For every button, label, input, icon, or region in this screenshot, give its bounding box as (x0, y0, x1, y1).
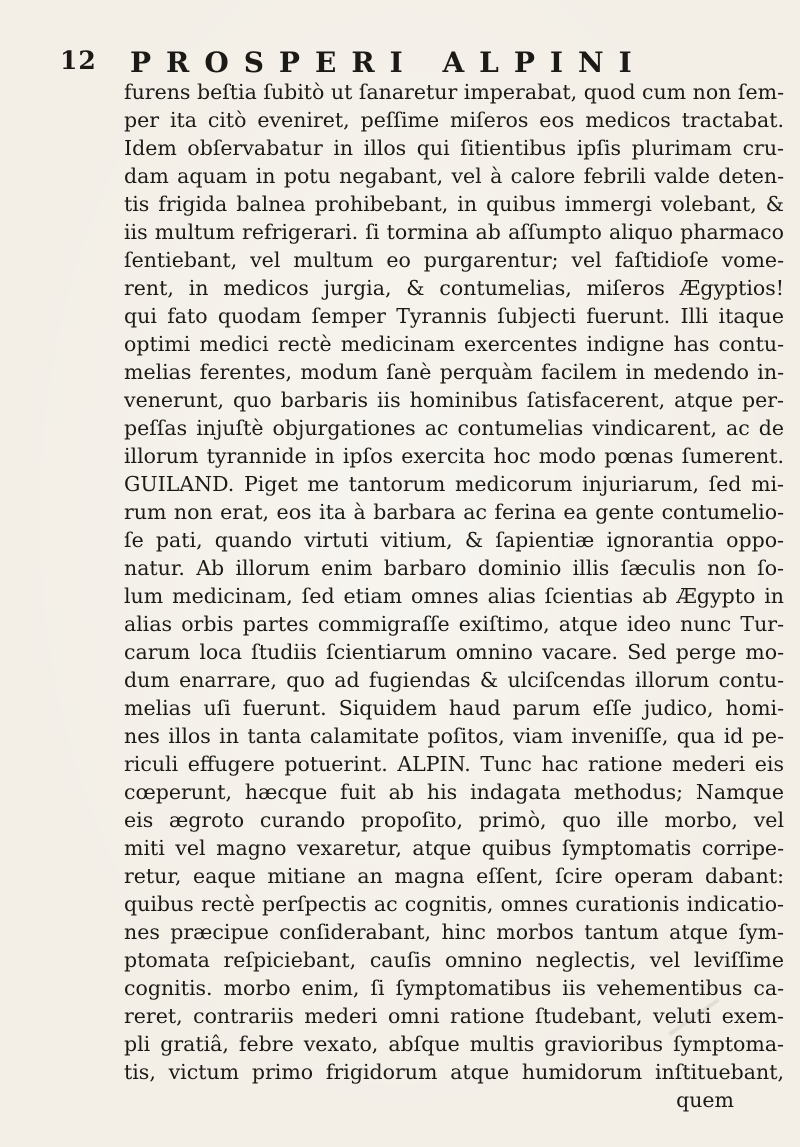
text-line: ptomata reſpiciebant, cauſis omnino neglectis, vel leviſſime (124, 948, 784, 972)
text-line: pli gratiâ, febre vexato, abſque multis gravioribus ſymptoma- (124, 1032, 784, 1056)
text-line: peſſas injuſtè objurgationes ac contumelias vindicarent, ac de (124, 416, 784, 440)
text-line: melias uſi fuerunt. Siquidem haud parum eſſe judico, homi- (124, 696, 784, 720)
text-line: miti vel magno vexaretur, atque quibus ſymptomatis corripe- (124, 836, 784, 860)
text-line: quibus rectè perſpectis ac cognitis, omnes curationis indicatio- (124, 892, 784, 916)
text-line: melias ferentes, modum ſanè perquàm facilem in medendo in- (124, 360, 784, 384)
text-line: iis multum refrigerari. ſi tormina ab aſſumpto aliquo pharmaco (124, 220, 784, 244)
page-number: 12 (60, 46, 97, 75)
text-line: cœperunt, hæcque fuit ab his indagata methodus; Namque (124, 780, 784, 804)
text-line: illorum tyrannide in ipſos exercita hoc modo pœnas ſumerent. (124, 444, 784, 468)
text-line: lum medicinam, ſed etiam omnes alias ſcientias ab Ægypto in (124, 584, 784, 608)
text-line: carum loca ſtudiis ſcientiarum omnino vacare. Sed perge mo- (124, 640, 784, 664)
running-title: PROSPERI ALPINI (130, 46, 647, 79)
text-line: tis frigida balnea prohibebant, in quibus immergi volebant, & (124, 192, 784, 216)
text-line: eis ægroto curando propoſito, primò, quo ille morbo, vel (124, 808, 784, 832)
text-line: riculi effugere potuerint. ALPIN. Tunc hac ratione mederi eis (124, 752, 784, 776)
text-line: cognitis. morbo enim, ſi ſymptomatibus iis vehementibus ca- (124, 976, 784, 1000)
text-line: ſentiebant, vel multum eo purgarentur; vel faſtidioſe vome- (124, 248, 784, 272)
text-line: dum enarrare, quo ad fugiendas & ulciſcendas illorum contu- (124, 668, 784, 692)
text-line: GUILAND. Piget me tantorum medicorum injuriarum, ſed mi- (124, 472, 784, 496)
body-text (124, 78, 784, 1114)
text-line: retur, eaque mitiane an magna eſſent, ſcire operam dabant: (124, 864, 784, 888)
text-line: ſe pati, quando virtuti vitium, & ſapientiæ ignorantia oppo- (124, 528, 784, 552)
text-line: natur. Ab illorum enim barbaro dominio illis ſæculis non ſo- (124, 556, 784, 580)
text-line: dam aquam in potu negabant, vel à calore febrili valde deten- (124, 164, 784, 188)
text-line: optimi medici rectè medicinam exercentes indigne has contu- (124, 332, 784, 356)
text-line: venerunt, quo barbaris iis hominibus ſatisfacerent, atque per- (124, 388, 784, 412)
catchword: quem (676, 1088, 734, 1112)
text-line: nes illos in tanta calamitate poſitos, viam inveniſſe, qua id pe- (124, 724, 784, 748)
text-line: per ita citò eveniret, peſſime miſeros eos medicos tractabat. (124, 108, 784, 132)
text-line: reret, contrariis mederi omni ratione ſtudebant, veluti exem- (124, 1004, 784, 1028)
text-line: tis, victum primo frigidorum atque humidorum inſtituebant, (124, 1060, 784, 1084)
text-line: alias orbis partes commigraſſe exiſtimo, atque ideo nunc Tur- (124, 612, 784, 636)
text-line: furens beſtia ſubitò ut ſanaretur imperabat, quod cum non ſem- (124, 80, 784, 104)
text-line: Idem obſervabatur in illos qui ſitientibus ipſis plurimam cru- (124, 136, 784, 160)
text-line: rum non erat, eos ita à barbara ac ferina ea gente contumelio- (124, 500, 784, 524)
text-line: qui fato quodam ſemper Tyrannis ſubjecti fuerunt. Illi itaque (124, 304, 784, 328)
text-line: nes præcipue conſiderabant, hinc morbos tantum atque ſym- (124, 920, 784, 944)
text-line: rent, in medicos jurgia, & contumelias, miſeros Ægyptios! (124, 276, 784, 300)
